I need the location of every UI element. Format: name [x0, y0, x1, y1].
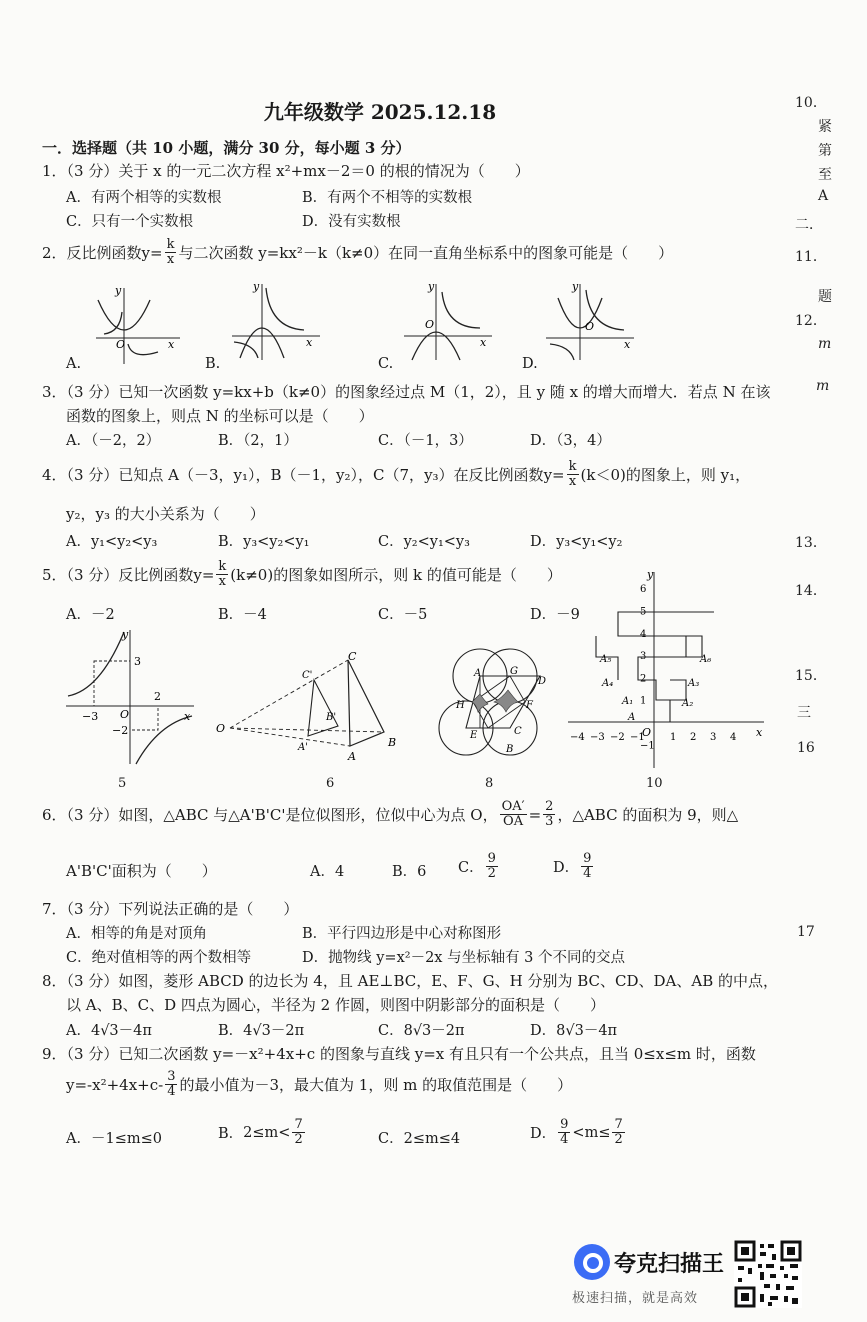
- fig5-y-axis: y: [122, 628, 129, 641]
- option-d-inequality: <m≤: [572, 1124, 611, 1141]
- question-6-option-c: [458, 852, 500, 881]
- axis-origin-label: O: [116, 338, 126, 351]
- question-4-option-b: B．y₃<y₂<y₁: [218, 534, 310, 550]
- fraction-numerator: 9: [487, 851, 496, 866]
- fig10-x-tick-label: 3: [710, 732, 717, 743]
- q2-graph-d: [540, 278, 640, 362]
- edge-q10: 10．: [795, 95, 827, 111]
- question-9-option-b: [218, 1118, 307, 1147]
- fig8-label-b: B: [506, 744, 514, 755]
- fraction-numerator: k: [166, 237, 175, 252]
- fig10-y-tick-label: 5: [640, 606, 647, 618]
- fraction-denominator: 2: [487, 866, 496, 881]
- option-b-expression: 2≤m<: [243, 1124, 291, 1141]
- fraction-denominator: OA: [503, 814, 524, 829]
- question-5-yeq: y=: [193, 565, 215, 584]
- fig8-label-a: A: [474, 668, 482, 679]
- fraction-numerator: k: [218, 559, 227, 574]
- option-c-fraction: [486, 852, 498, 881]
- figure-10-caption: 10: [646, 776, 663, 791]
- fraction-denominator: 4: [560, 1132, 569, 1147]
- axis-y-label: y: [115, 284, 122, 297]
- question-9-line-1: 9．（3 分）已知二次函数 y=－x²+4x+c 的图象与直线 y=x 有且只有一个公共点，且当 0≤x≤m 时，函数: [42, 1045, 756, 1063]
- fig5-tick-neg2: −2: [112, 724, 129, 737]
- axis-origin-label: O: [585, 320, 595, 333]
- fig10-y-tick-label: 3: [640, 651, 647, 663]
- fig10-origin: O: [642, 726, 652, 739]
- fig5-x-axis: x: [184, 710, 191, 723]
- option-d-fraction-right: [612, 1118, 624, 1147]
- question-6-option-a: A．4: [310, 864, 345, 880]
- question-4-line-1: [42, 460, 750, 489]
- q2-graph-a: [88, 282, 188, 366]
- fig8-label-c: C: [514, 726, 522, 737]
- question-7-option-a: A．相等的角是对顶角: [66, 926, 207, 942]
- axis-x-label: x: [480, 336, 487, 349]
- edge-fragment: 题: [818, 289, 832, 305]
- question-5-option-b: B．－4: [218, 607, 267, 623]
- question-1-option-b: B．有两个不相等的实数根: [302, 190, 473, 206]
- fig10-x-tick-label: 2: [690, 732, 697, 743]
- question-5-fraction: [216, 560, 228, 589]
- section-heading: 一．选择题（共 10 小题，满分 30 分，每小题 3 分）: [42, 139, 411, 157]
- question-8-option-d: D．8√3－4π: [530, 1023, 618, 1039]
- question-1-option-a: A．有两个相等的实数根: [66, 190, 222, 206]
- fig10-y-tick-label: 1: [640, 695, 647, 707]
- question-9-option-a: A．－1≤m≤0: [66, 1131, 162, 1147]
- edge-fragment: m: [816, 378, 830, 394]
- figure-8: [422, 646, 562, 766]
- fraction-denominator: 4: [167, 1084, 176, 1099]
- figure-5-caption: 5: [118, 776, 127, 791]
- axis-origin-label: O: [425, 318, 435, 331]
- fraction-numerator: 3: [167, 1069, 176, 1084]
- page-title: 九年级数学 2025.12.18: [263, 100, 497, 124]
- question-8-option-a: A．4√3－4π: [66, 1023, 152, 1039]
- figure-6-caption: 6: [326, 776, 335, 791]
- question-6-ratio: [500, 800, 527, 829]
- question-7-option-c: C．绝对值相等的两个数相等: [66, 950, 252, 966]
- edge-q17: 17: [797, 924, 815, 940]
- fig10-label-a4: A₄: [602, 678, 614, 689]
- figure-10: [566, 568, 768, 772]
- edge-fragment: A: [818, 188, 829, 204]
- question-1-option-d: D．没有实数根: [302, 214, 401, 230]
- q2-graph-c: [398, 278, 498, 362]
- edge-fragment: 至: [818, 167, 832, 183]
- question-6-equals: =: [528, 805, 542, 824]
- question-5-stem: [42, 560, 562, 589]
- question-5-condition: (k≠0): [230, 565, 274, 584]
- option-label: D．: [530, 1126, 557, 1142]
- question-8-option-b: B．4√3－2π: [218, 1023, 305, 1039]
- question-7-option-d: D．抛物线 y=x²－2x 与坐标轴有 3 个不同的交点: [302, 950, 626, 966]
- fraction-numerator: 2: [545, 799, 554, 814]
- question-2-prefix: 2．反比例函数: [42, 244, 142, 262]
- question-9-option-d: [530, 1118, 627, 1147]
- edge-q11: 11．: [795, 249, 827, 265]
- fig5-tick-3: 3: [134, 655, 141, 668]
- fig10-x-tick-label: −3: [590, 732, 605, 743]
- question-8-line-1: 8．（3 分）如图，菱形 ABCD 的边长为 4，且 AE⊥BC，E、F、G、H 分别为 BC、CD、DA、AB 的中点，: [42, 972, 778, 990]
- fraction-denominator: 2: [614, 1132, 623, 1147]
- fraction-numerator: OA′: [501, 799, 525, 814]
- question-5-suffix: 的图象如图所示，则 k 的值可能是（ ）: [273, 566, 562, 584]
- question-5-option-d: D．－9: [530, 607, 580, 623]
- edge-q12: 12．: [795, 313, 827, 329]
- fig10-label-a6: A₆: [700, 654, 712, 665]
- fig10-label-a: A: [628, 712, 636, 723]
- question-9-line-2: [66, 1070, 572, 1099]
- fig10-label-a3: A₃: [688, 678, 700, 689]
- option-label: D．: [553, 860, 580, 876]
- figure-8-caption: 8: [485, 776, 494, 791]
- scanner-logo-icon: [574, 1244, 610, 1280]
- fig6-label-b-prime: B': [326, 712, 337, 723]
- scanner-brand-name: 夸克扫描王: [614, 1252, 725, 1277]
- question-4-suffix: 的图象上，则 y₁，: [625, 466, 751, 484]
- edge-fragment: 二．: [795, 217, 823, 233]
- figure-5: [60, 624, 200, 769]
- axis-x-label: x: [624, 338, 631, 351]
- axis-y-label: y: [572, 280, 579, 293]
- option-d-fraction: [581, 852, 593, 881]
- fig6-label-c-prime: C': [302, 670, 313, 681]
- question-4-option-d: D．y₃<y₁<y₂: [530, 534, 623, 550]
- edge-q13: 13．: [795, 535, 827, 551]
- question-3-option-a: A．（－2，2）: [66, 433, 161, 449]
- question-7-stem: 7．（3 分）下列说法正确的是（ ）: [42, 900, 299, 918]
- fig6-label-o: O: [216, 722, 226, 735]
- question-1-stem: 1．（3 分）关于 x 的一元二次方程 x²+mx－2＝0 的根的情况为（ ）: [42, 162, 530, 180]
- fraction-denominator: x: [568, 474, 577, 489]
- question-2-option-a: A.: [66, 356, 82, 372]
- fig6-label-a: A: [348, 750, 356, 763]
- question-6-value: [543, 800, 555, 829]
- question-2-yeq: y=: [141, 243, 163, 262]
- question-6-option-b: B．6: [392, 864, 427, 880]
- fig10-y-tick-label: 2: [640, 673, 647, 685]
- fig8-label-e: E: [470, 730, 478, 741]
- fig10-y-axis: y: [647, 568, 654, 581]
- question-4-prefix: 4．（3 分）已知点 A（－3，y₁），B（－1，y₂），C（7，y₃）在反比例函数: [42, 466, 544, 484]
- axis-x-label: x: [168, 338, 175, 351]
- fig10-x-tick-label: 1: [670, 732, 677, 743]
- fig8-label-d: D: [538, 676, 547, 687]
- edge-fragment: m: [818, 336, 832, 352]
- question-5-prefix: 5．（3 分）反比例函数: [42, 566, 194, 584]
- fig6-label-a-prime: A': [298, 742, 308, 753]
- fig6-label-c: C: [348, 650, 357, 663]
- fig10-x-tick-label: −1: [630, 732, 645, 743]
- question-5-option-a: A．－2: [66, 607, 115, 623]
- fraction-denominator: x: [166, 252, 175, 267]
- fig10-x-tick-label: 4: [730, 732, 737, 743]
- axis-y-label: y: [428, 280, 435, 293]
- question-4-fraction: [567, 460, 579, 489]
- edge-fragment: 第: [818, 143, 832, 159]
- scanner-slogan: 极速扫描，就是高效: [572, 1291, 699, 1306]
- question-6-prefix: 6．（3 分）如图，△ABC 与△A'B'C'是位似图形，位似中心为点 O，: [42, 806, 498, 824]
- fig8-label-h: H: [456, 700, 465, 711]
- edge-q14: 14．: [795, 583, 827, 599]
- question-7-option-b: B．平行四边形是中心对称图形: [302, 926, 502, 942]
- fraction-numerator: 9: [583, 851, 592, 866]
- fig10-label-a1: A₁: [622, 696, 634, 707]
- question-4-yeq: y=: [543, 465, 565, 484]
- question-3-option-b: B．（2，1）: [218, 433, 298, 449]
- fig10-label-a5: A₅: [600, 654, 612, 665]
- qr-code-icon: [734, 1240, 802, 1308]
- figure-6: [210, 648, 410, 768]
- fig10-ticks: [570, 584, 736, 751]
- fraction-numerator: k: [568, 459, 577, 474]
- question-3-option-c: C．（－1，3）: [378, 433, 473, 449]
- question-5-option-c: C．－5: [378, 607, 428, 623]
- question-3-line-2: 函数的图象上，则点 N 的坐标可以是（ ）: [66, 407, 374, 425]
- fraction-denominator: 2: [294, 1132, 303, 1147]
- q2-graph-b: [226, 278, 326, 362]
- question-4-option-c: C．y₂<y₁<y₃: [378, 534, 470, 550]
- question-9-option-c: C．2≤m≤4: [378, 1131, 461, 1147]
- option-d-fraction-left: [558, 1118, 570, 1147]
- question-4-line-2: y₂，y₃ 的大小关系为（ ）: [66, 505, 265, 523]
- fig10-y-tick-label: 6: [640, 584, 647, 596]
- question-6-line-2: A'B'C'面积为（ ）: [66, 862, 217, 880]
- question-4-condition: (k＜0): [580, 466, 626, 484]
- fraction-numerator: 7: [294, 1117, 303, 1132]
- question-1-option-c: C．只有一个实数根: [66, 214, 194, 230]
- edge-fragment: 三: [797, 705, 811, 721]
- question-9-suffix: 的最小值为－3，最大值为 1，则 m 的取值范围是（ ）: [179, 1076, 573, 1094]
- option-label: B．: [218, 1126, 244, 1142]
- fraction-denominator: x: [218, 574, 227, 589]
- question-2-option-c: C.: [378, 356, 394, 372]
- edge-fragment: 紧: [818, 119, 832, 135]
- fig5-origin: O: [120, 708, 130, 721]
- fig8-label-g: G: [510, 666, 518, 677]
- fig8-label-f: F: [526, 700, 533, 711]
- question-6-suffix: ，△ABC 的面积为 9，则△: [557, 806, 739, 824]
- question-9-expression: y=-x²+4x+c-: [66, 1075, 164, 1094]
- fraction-numerator: 7: [614, 1117, 623, 1132]
- question-4-option-a: A．y₁<y₂<y₃: [66, 534, 158, 550]
- question-3-line-1: 3．（3 分）已知一次函数 y=kx+b（k≠0）的图象经过点 M（1，2），且 y 随 x 的增大而增大．若点 N 在该: [42, 383, 771, 401]
- edge-q15: 15．: [795, 668, 827, 684]
- question-8-line-2: 以 A、B、C、D 四点为圆心，半径为 2 作圆，则图中阴影部分的面积是（ ）: [66, 996, 605, 1014]
- option-label: C．: [458, 860, 484, 876]
- fig10-label-a2: A₂: [682, 698, 694, 709]
- fig5-tick-2: 2: [154, 690, 161, 703]
- question-6-line-1: [42, 800, 738, 829]
- edge-q16: 16: [797, 740, 815, 756]
- question-2-option-b: B.: [205, 356, 221, 372]
- fig6-label-b: B: [388, 736, 397, 749]
- question-2-option-d: D.: [522, 356, 538, 372]
- question-6-option-d: [553, 852, 595, 881]
- axis-y-label: y: [253, 280, 260, 293]
- option-b-fraction: [292, 1118, 304, 1147]
- question-2-suffix: 与二次函数 y=kx²－k（k≠0）在同一直角坐标系中的图象可能是（ ）: [178, 244, 674, 262]
- fraction-numerator: 9: [560, 1117, 569, 1132]
- fig10-y-tick-label: 4: [640, 628, 647, 640]
- fraction-denominator: 4: [583, 866, 592, 881]
- question-9-fraction: [165, 1070, 177, 1099]
- axis-x-label: x: [306, 336, 313, 349]
- question-2-stem: [42, 238, 673, 267]
- fraction-denominator: 3: [545, 814, 554, 829]
- fig5-tick-neg3: −3: [82, 710, 99, 723]
- question-2-fraction: [165, 238, 177, 267]
- fig10-y-tick-label: −1: [640, 740, 655, 752]
- question-8-option-c: C．8√3－2π: [378, 1023, 465, 1039]
- fig10-x-tick-label: −4: [570, 732, 585, 743]
- question-3-option-d: D．（3，4）: [530, 433, 611, 449]
- fig10-x-axis: x: [756, 726, 763, 739]
- fig10-x-tick-label: −2: [610, 732, 625, 743]
